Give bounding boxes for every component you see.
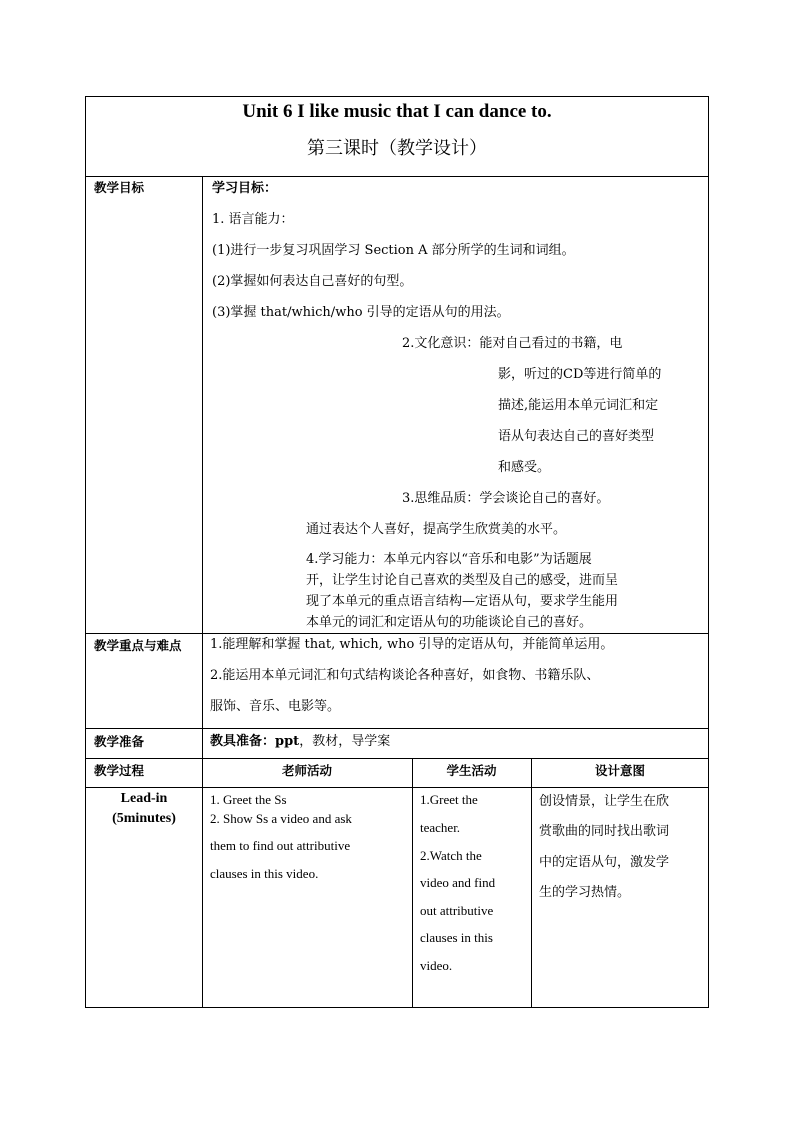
design-intent-line: 创设情景，让学生在欣 — [539, 794, 670, 809]
title-english: Unit 6 I like music that I can dance to. — [242, 101, 552, 122]
title-chinese: 第三课时（教学设计） — [307, 138, 487, 159]
student-activity-line: teacher. — [420, 820, 461, 835]
objective-line: (2)掌握如何表达自己喜好的句型。 — [212, 274, 413, 289]
objective-line: 1. 语言能力： — [212, 212, 294, 227]
objective-line: (1)进行一步复习巩固学习 Section A 部分所学的生词和词组。 — [212, 243, 575, 258]
teacher-activity-line: them to find out attributive — [210, 838, 351, 853]
key-point-line: 2.能运用本单元词汇和句式结构谈论各种喜好，如食物、书籍乐队、 — [210, 668, 600, 683]
key-point-line: 服饰、音乐、电影等。 — [210, 699, 341, 714]
objective-line: 和感受。 — [498, 460, 551, 475]
preparation-tools: ，教材，导学案 — [299, 734, 391, 749]
preparation-label: 教学准备 — [94, 734, 145, 749]
objective-line: 现了本单元的重点语言结构—定语从句，要求学生能用 — [306, 594, 619, 609]
objective-line: 开，让学生讨论自己喜欢的类型及自己的感受，进而呈 — [306, 573, 619, 588]
row-divider-title — [85, 176, 709, 177]
row-divider-process-header — [85, 787, 709, 788]
teacher-activity-line: 2. Show Ss a video and ask — [210, 811, 352, 826]
design-intent-line: 赏歌曲的同时找出歌词 — [539, 824, 670, 839]
stage-name: Lead-in — [120, 791, 168, 806]
design-intent-header: 设计意图 — [594, 763, 645, 778]
objective-line: 4.学习能力：本单元内容以“音乐和电影”为话题展 — [306, 552, 592, 567]
objectives-label: 教学目标 — [94, 180, 145, 195]
process-label: 教学过程 — [94, 763, 145, 778]
row-divider-preparation — [85, 758, 709, 759]
key-point-line: 1.能理解和掌握 that, which, who 引导的定语从句，并能简单运用。 — [210, 637, 614, 652]
objective-line: 本单元的词汇和定语从句的功能谈论自己的喜好。 — [306, 615, 593, 630]
row-divider-objectives — [85, 633, 709, 634]
objective-line: 3.思维品质：学会谈论自己的喜好。 — [402, 491, 610, 506]
design-intent-line: 生的学习热情。 — [539, 885, 631, 900]
key-points-label: 教学重点与难点 — [94, 638, 182, 653]
teacher-activity-line: clauses in this video. — [210, 866, 319, 881]
student-activity-line: video. — [420, 958, 453, 973]
col-divider-teacher — [412, 758, 413, 1008]
student-activity-header: 学生活动 — [446, 763, 497, 778]
col-divider-label — [202, 176, 203, 1008]
objective-line: 语从句表达自己的喜好类型 — [498, 429, 655, 444]
objective-line: 描述,能运用本单元词汇和定 — [498, 398, 659, 413]
objective-line: (3)掌握 that/which/who 引导的定语从句的用法。 — [212, 305, 510, 320]
student-activity-line: clauses in this — [420, 930, 493, 945]
row-divider-keypoints — [85, 728, 709, 729]
objective-line: 2.文化意识：能对自己看过的书籍，电 — [402, 336, 623, 351]
student-activity-line: 1.Greet the — [420, 792, 478, 807]
design-intent-line: 中的定语从句，激发学 — [539, 855, 670, 870]
student-activity-line: 2.Watch the — [420, 848, 482, 863]
objective-line: 影，听过的CD等进行简单的 — [498, 367, 662, 382]
objective-line: 通过表达个人喜好，提高学生欣赏美的水平。 — [306, 522, 567, 537]
teacher-activity-line: 1. Greet the Ss — [210, 792, 287, 807]
teacher-activity-header: 老师活动 — [281, 763, 332, 778]
col-divider-student — [531, 758, 532, 1008]
stage-time: (5minutes) — [112, 811, 176, 826]
student-activity-line: video and find — [420, 875, 496, 890]
preparation-content — [210, 734, 390, 750]
preparation-tools-label: 教具准备：ppt — [210, 734, 300, 749]
objectives-heading: 学习目标： — [212, 181, 278, 196]
student-activity-line: out attributive — [420, 903, 494, 918]
